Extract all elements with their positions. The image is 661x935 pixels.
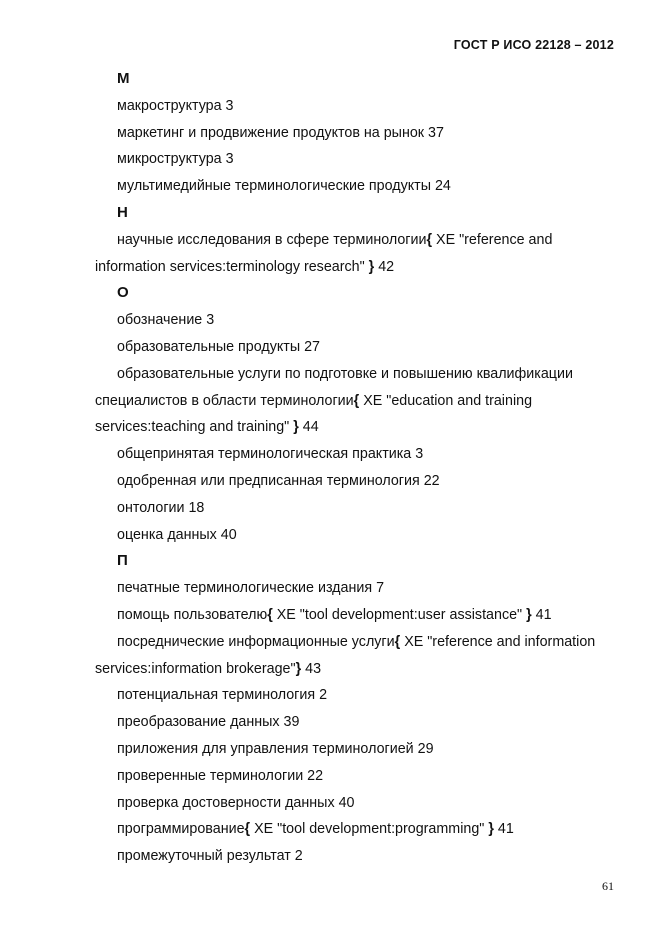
index-entry: маркетинг и продвижение продуктов на рынок 37 xyxy=(117,124,444,141)
index-entry-with-field xyxy=(95,361,600,441)
index-entry: проверка достоверности данных 40 xyxy=(117,794,355,811)
section-letter-m: М xyxy=(117,70,130,87)
alphabetical-index xyxy=(95,66,600,870)
entry-term: программирование xyxy=(117,821,245,838)
index-entry: оценка данных 40 xyxy=(117,526,237,543)
index-entry: преобразование данных 39 xyxy=(117,714,300,731)
field-open-brace: { xyxy=(394,633,401,650)
index-entry: обозначение 3 xyxy=(117,312,215,329)
entry-page: 43 xyxy=(301,660,322,677)
field-close-brace: } xyxy=(368,258,375,275)
field-open-brace: { xyxy=(267,606,273,623)
section-letter-n: Н xyxy=(117,203,128,221)
index-entry: приложения для управления терминологией 29 xyxy=(117,740,434,757)
entry-term: научные исследования в сфере терминологии xyxy=(117,231,427,248)
xe-field-code: XE "reference and information services:terminology research" xyxy=(95,231,553,275)
index-entry: макроструктура 3 xyxy=(117,97,234,114)
index-entry: онтологии 18 xyxy=(117,499,205,516)
entry-page: 42 xyxy=(374,258,395,275)
field-close-brace: } xyxy=(526,606,532,623)
field-close-brace: } xyxy=(293,419,299,436)
index-entry: промежуточный результат 2 xyxy=(117,848,303,865)
section-letter-o: О xyxy=(117,284,129,302)
entry-term: помощь пользователю xyxy=(117,606,268,623)
index-entry: печатные терминологические издания 7 xyxy=(117,580,385,597)
index-entry-with-field xyxy=(95,816,600,843)
xe-field-code: XE "education and training services:teaching and training" xyxy=(95,392,533,436)
entry-page: 41 xyxy=(531,606,552,623)
page-header: ГОСТ Р ИСО 22128 – 2012 xyxy=(453,38,614,52)
field-close-brace: } xyxy=(488,821,494,838)
index-entry-with-field xyxy=(95,602,600,629)
entry-term: посреднические информационные услуги xyxy=(117,633,395,650)
entry-term: образовательные услуги по подготовке и повышению квалификации специалистов в области терминологии xyxy=(95,365,573,409)
xe-field-code: XE "tool development:programming" xyxy=(250,821,489,838)
index-entry: проверенные терминологии 22 xyxy=(117,767,324,784)
index-entry: общепринятая терминологическая практика 3 xyxy=(117,446,424,463)
xe-field-code: XE "tool development:user assistance" xyxy=(272,606,527,623)
index-entry: мультимедийные терминологические продукты 24 xyxy=(117,178,451,195)
entry-page: 41 xyxy=(493,821,514,838)
field-open-brace: { xyxy=(426,231,433,248)
page-number: 61 xyxy=(602,879,614,893)
index-entry-with-field xyxy=(95,227,600,281)
entry-page: 44 xyxy=(298,419,319,436)
field-open-brace: { xyxy=(244,821,251,838)
section-letter-p: П xyxy=(117,552,128,570)
field-close-brace: } xyxy=(295,660,302,677)
index-entry: микроструктура 3 xyxy=(117,151,234,168)
index-entry: образовательные продукты 27 xyxy=(117,338,320,355)
index-entry-with-field xyxy=(95,629,600,683)
index-entry: одобренная или предписанная терминология 22 xyxy=(117,472,440,489)
xe-field-code: XE "reference and information services:information brokerage" xyxy=(95,633,596,677)
field-open-brace: { xyxy=(353,392,360,409)
index-entry: потенциальная терминология 2 xyxy=(117,687,328,704)
